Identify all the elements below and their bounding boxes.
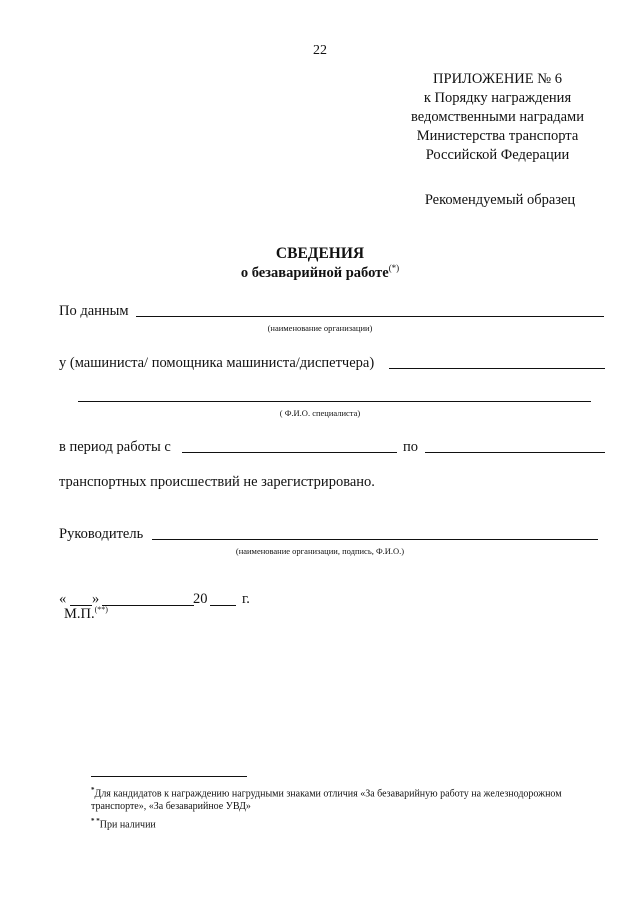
footnote-separator [91,776,247,777]
fio-caption: ( Ф.И.О. специалиста) [279,408,361,418]
period-to-label: по [403,439,419,455]
period-to-field[interactable] [425,452,605,453]
according-label: По данным [59,303,129,319]
footnote-2 [91,815,156,831]
period-from-field[interactable] [182,452,397,453]
footnote-1-text: Для кандидатов к награждению нагрудными знаками отличия «За безаварийную работу на железнодорожном транспорте», «За безаварийное УВД» [91,788,562,813]
period-from-label: в период работы с [59,439,171,455]
head-field[interactable] [152,539,598,540]
date-century: 20 [193,591,208,607]
head-label: Руководитель [59,526,144,542]
specialist-name-field[interactable] [78,401,591,402]
subtitle-text: о безаварийной работе [240,264,389,281]
document-subtitle [0,263,640,282]
date-close-quote: » [92,591,100,607]
stamp-label [64,605,108,623]
position-field[interactable] [389,368,605,369]
date-month-field[interactable] [102,605,194,606]
document-title: СВЕДЕНИЯ [275,245,365,262]
position-label: у (машиниста/ помощника машиниста/диспетчера) [59,355,375,371]
appendix-line: Российской Федерации [425,147,570,163]
statement-text: транспортных происшествий не зарегистрировано. [59,474,375,490]
stamp-text: М.П. [64,605,95,622]
date-year-field[interactable] [210,605,236,606]
appendix-line: ПРИЛОЖЕНИЕ № 6 [433,71,562,87]
appendix-line: ведомственными наградами [411,109,584,125]
date-open-quote: « [59,591,67,607]
sample-label: Рекомендуемый образец [424,192,576,208]
organization-caption: (наименование организации) [267,323,373,333]
page-number: 22 [313,43,327,58]
footnote-2-mark: * * [91,817,100,825]
date-year-suffix: г. [242,591,250,607]
appendix-line: Министерства транспорта [416,128,579,144]
subtitle-footnote-mark: (*) [388,263,400,273]
stamp-footnote-mark: (**) [94,605,108,614]
footnote-1-mark: * [91,786,95,794]
footnote-2-text: При наличии [99,819,156,831]
appendix-line: к Порядку награждения [423,90,572,106]
head-caption: (наименование организации, подпись, Ф.И.О.) [235,546,405,556]
footnote-1 [91,784,616,813]
organization-field[interactable] [136,316,604,317]
appendix-header [395,70,600,165]
